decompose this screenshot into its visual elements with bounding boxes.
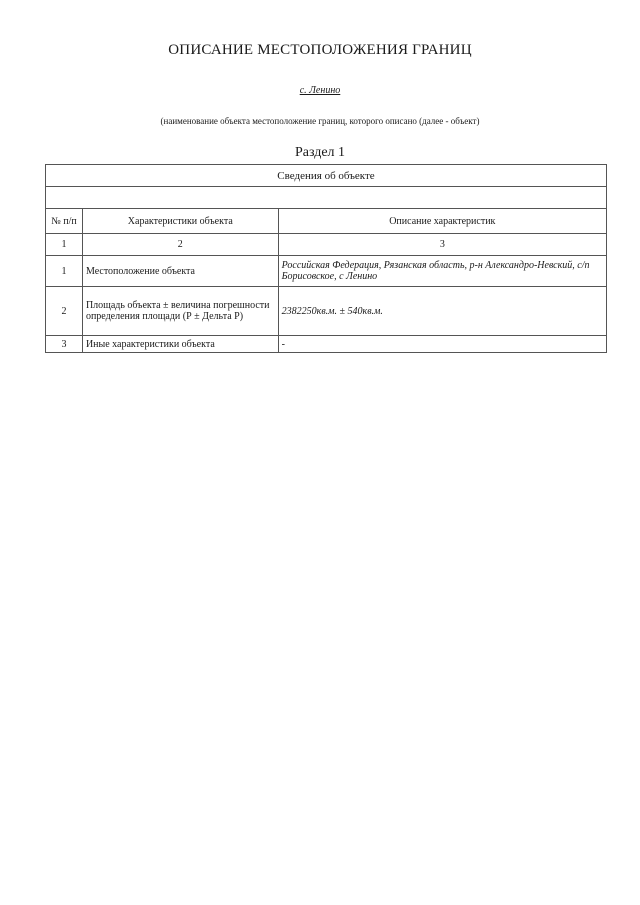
document-title: ОПИСАНИЕ МЕСТОПОЛОЖЕНИЯ ГРАНИЦ [168, 42, 472, 58]
column-header-description: Описание характеристик [278, 209, 606, 234]
place-name: с. Ленино [299, 85, 341, 96]
document-caption: (наименование объекта местоположение границ, которого описано (далее - объект) [160, 116, 480, 126]
table-blank-row [46, 187, 607, 209]
table-row [46, 256, 607, 287]
section-title: Раздел 1 [294, 145, 346, 160]
table-column-numbers [46, 234, 607, 256]
column-header-num: № п/п [46, 209, 83, 234]
table-blank-cell [46, 187, 607, 209]
row-characteristic: Местоположение объекта [82, 256, 278, 287]
column-number-3: 3 [278, 234, 606, 256]
row-description: 2382250кв.м. ± 540кв.м. [278, 287, 606, 336]
table-header-row [46, 165, 607, 187]
row-number: 2 [46, 287, 83, 336]
table-row [46, 336, 607, 353]
row-characteristic: Иные характеристики объекта [82, 336, 278, 353]
table-column-headers [46, 209, 607, 234]
table-header: Сведения об объекте [46, 165, 607, 187]
row-number: 1 [46, 256, 83, 287]
row-description: Российская Федерация, Рязанская область, р-н Александро-Невский, с/п Борисовское, с Ленино [278, 256, 606, 287]
row-description: - [278, 336, 606, 353]
row-characteristic: Площадь объекта ± величина погрешности определения площади (Р ± Дельта Р) [82, 287, 278, 336]
column-number-2: 2 [82, 234, 278, 256]
row-number: 3 [46, 336, 83, 353]
place-name-line [0, 85, 640, 96]
table-row [46, 287, 607, 336]
object-info-table [45, 164, 607, 353]
column-number-1: 1 [46, 234, 83, 256]
column-header-characteristic: Характеристики объекта [82, 209, 278, 234]
